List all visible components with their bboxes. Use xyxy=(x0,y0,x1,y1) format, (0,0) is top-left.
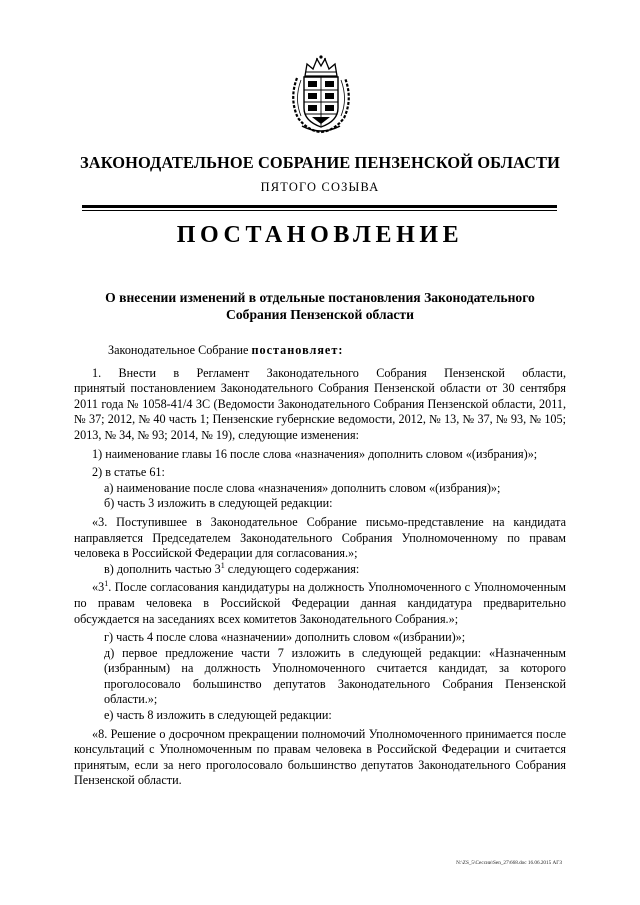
item-2v-superscript: 1 xyxy=(220,560,225,570)
item-2e: е) часть 8 изложить в следующей редакции: xyxy=(104,708,332,723)
item-2b: б) часть 3 изложить в следующей редакции: xyxy=(104,496,333,511)
item-2a: а) наименование после слова «назначения» дополнить словом «(избрания)»; xyxy=(104,480,501,495)
paragraph-1-rest: принятый постановлением Законодательного Собрания Пензенской области от 30 сентября 2011 года № 1058-41/4 ЗС (Ведомости Законодательного Собрания Пензенской области, 2011, № 37; 2012, № 40 часть 1; Пензенские губернские ведомости, 2012, № 13, № 37, № 93, № 105; 2013, № 34, № 93; 2014, № 19), следующие изменения: xyxy=(74,381,566,442)
document-type-heading: ПОСТАНОВЛЕНИЕ xyxy=(176,222,464,248)
intro-lead: Законодательное Собрание xyxy=(108,343,252,357)
item-2d: д) первое предложение части 7 изложить в следующей редакции: «Назначенным (избранным) на должность Уполномоченного считается кандидат, за которого проголосовало большинство депутатов Законодательного Собрания Пензенской области.»; xyxy=(104,645,566,707)
convocation-subtitle: ПЯТОГО СОЗЫВА xyxy=(260,180,380,194)
quote-3-1-number: «3 xyxy=(92,580,105,595)
intro-verb: постановляет: xyxy=(251,343,344,357)
quote-part-3-1 xyxy=(74,580,566,627)
header-divider-thin xyxy=(82,210,557,211)
file-stamp: N:\ZS_5\Сессии\Sen_27\668.doc 16.06.2015 АГЗ xyxy=(456,860,562,866)
item-2v-text: в) дополнить частью 3 xyxy=(104,561,221,576)
item-1: 1) наименование главы 16 после слова «назначения» дополнить словом «(избрания)»; xyxy=(92,446,538,461)
item-2v-tail: следующего содержания: xyxy=(224,561,360,576)
subject-line-2: Собрания Пензенской области xyxy=(226,307,414,322)
intro-paragraph xyxy=(90,343,566,359)
paragraph-1-line-1: 1. Внести в Регламент Законодательного Собрания Пензенской области, xyxy=(92,365,566,380)
resolution-subject xyxy=(70,289,570,323)
item-2v xyxy=(74,562,566,578)
item-2: 2) в статье 61: xyxy=(92,465,165,480)
item-2g: г) часть 4 после слова «назначении» дополнить словом «(избрании)»; xyxy=(104,630,466,645)
coat-of-arms-icon xyxy=(288,54,354,134)
quote-3-1-superscript: 1 xyxy=(104,579,109,589)
subject-line-1: О внесении изменений в отдельные постановления Законодательного xyxy=(105,290,535,305)
quote-3-1-text: . После согласования кандидатуры на должность Уполномоченного с Уполномоченным по правам человека в Российской Федерации данная кандидатура предварительно обсуждается на заседаниях всех комитетов Законодательного Собрания.»; xyxy=(74,580,566,626)
quote-part-8: «8. Решение о досрочном прекращении полномочий Уполномоченного принимается после консультаций с Уполномоченным по правам человека в Российской Федерации и считается принятым, если за него проголосовало большинство депутатов Законодательного Собрания Пензенской области. xyxy=(74,726,566,788)
header-divider-thick xyxy=(82,205,557,208)
quote-part-3: «3. Поступившее в Законодательное Собрание письмо-представление на кандидата направляется Председателем Законодательного Собрания Уполномоченному по правам человека в Российской Федерации для согласования.»; xyxy=(74,514,566,561)
document-body xyxy=(74,343,566,789)
organization-title: ЗАКОНОДАТЕЛЬНОЕ СОБРАНИЕ ПЕНЗЕНСКОЙ ОБЛАСТИ xyxy=(80,153,560,172)
